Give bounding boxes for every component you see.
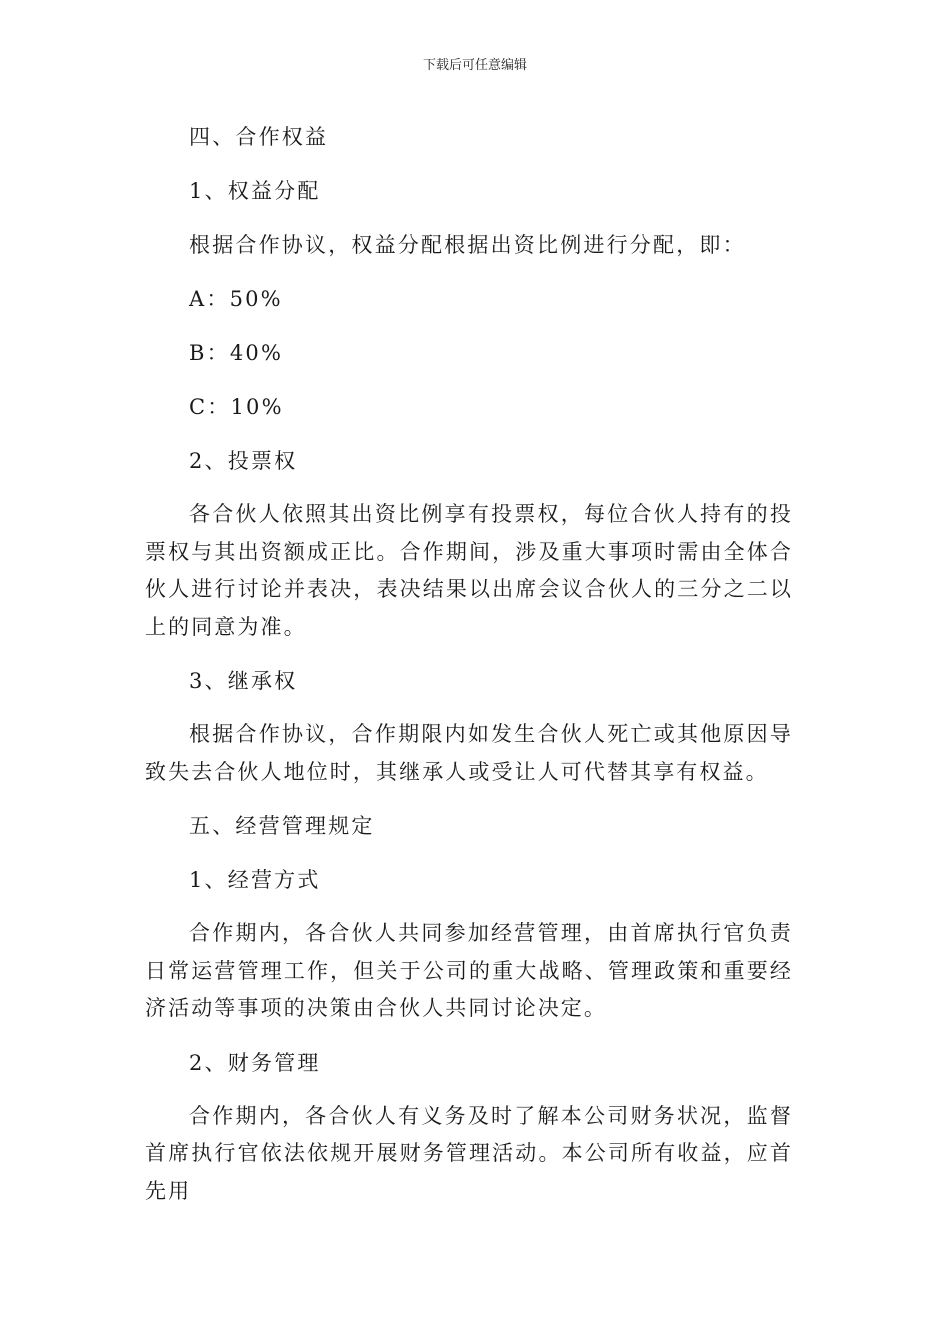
- list-item: A：50%: [189, 287, 283, 311]
- section-heading: 五、经营管理规定: [189, 814, 375, 838]
- paragraph: 合作期内，各合伙人共同参加经营管理，由首席执行官负责日常运营管理工作，但关于公司的重大战略、管理政策和重要经济活动等事项的决策由合伙人共同讨论决定。: [145, 921, 793, 1020]
- paragraph: 根据合作协议，权益分配根据出资比例进行分配，即：: [189, 233, 746, 257]
- paragraph: 各合伙人依照其出资比例享有投票权，每位合伙人持有的投票权与其出资额成正比。合作期间，涉及重大事项时需由全体合伙人进行讨论并表决，表决结果以出席会议合伙人的三分之二以上的同意为准。: [145, 502, 793, 639]
- list-item: C：10%: [189, 395, 284, 419]
- subsection-heading: 1、经营方式: [189, 868, 321, 892]
- paragraph: 根据合作协议，合作期限内如发生合伙人死亡或其他原因导致失去合伙人地位时，其继承人或受让人可代替其享有权益。: [145, 722, 793, 784]
- section-heading: 四、合作权益: [189, 125, 329, 149]
- paragraph: 合作期内，各合伙人有义务及时了解本公司财务状况，监督首席执行官依法依规开展财务管理活动。本公司所有收益，应首先用: [145, 1103, 793, 1203]
- subsection-heading: 2、投票权: [189, 449, 298, 473]
- list-item: B：40%: [189, 341, 284, 365]
- subsection-heading: 3、继承权: [189, 669, 298, 693]
- page-header: 下载后可任意编辑: [422, 58, 527, 73]
- subsection-heading: 1、权益分配: [189, 179, 321, 203]
- subsection-heading: 2、财务管理: [189, 1050, 321, 1075]
- document-body: [145, 110, 793, 1218]
